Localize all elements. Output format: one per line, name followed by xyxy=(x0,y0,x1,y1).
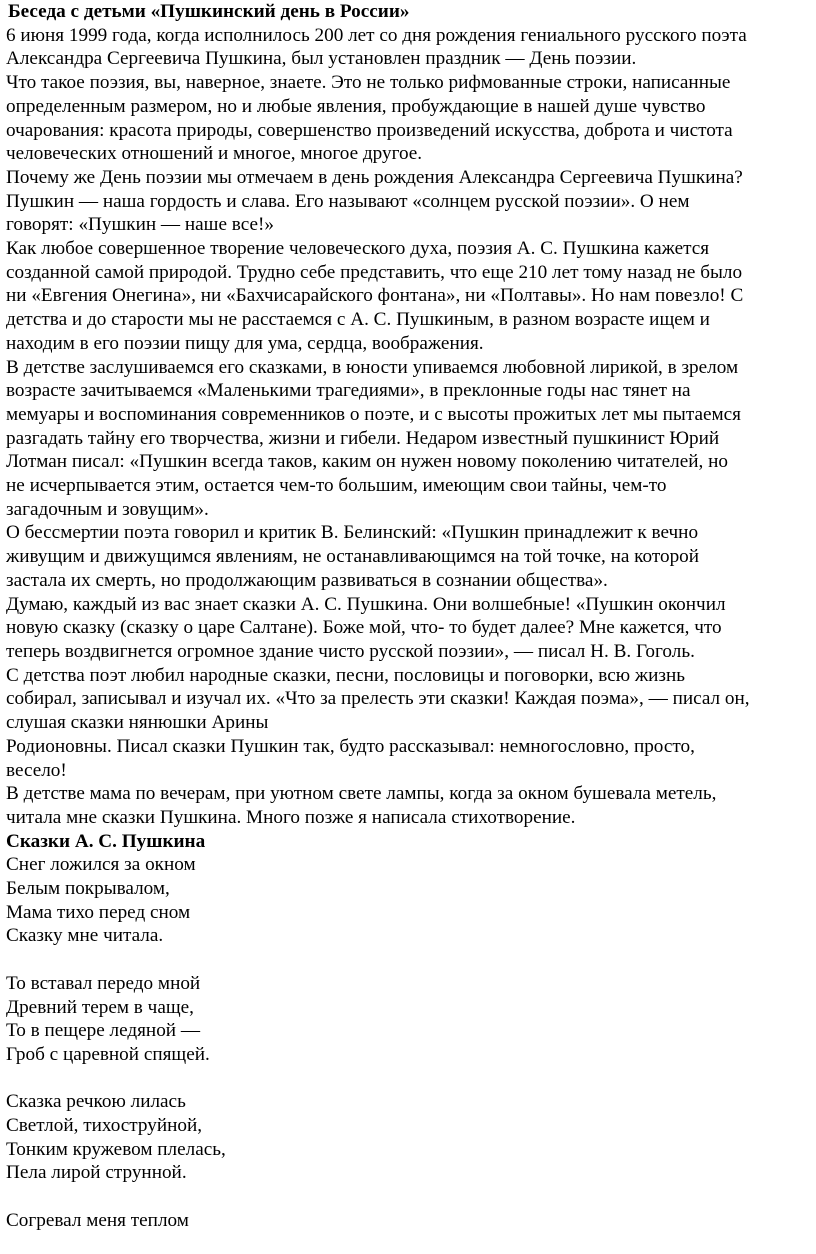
paragraph-gogol: Думаю, каждый из вас знает сказки А. С. Пушкина. Они волшебные! «Пушкин окончил новую сказку (сказку о царе Салтане). Боже мой, что- то будет далее? Мне кажется, что теперь воздвигнется огромное здание чисто русской поэзии», — писал Н. В. Гоголь. xyxy=(6,593,726,662)
poem-stanza-4: Согревал меня теплом xyxy=(6,1209,189,1231)
paragraph-folk-tales: С детства поэт любил народные сказки, песни, пословицы и поговорки, всю жизнь собирал, записывал и изучал их. «Что за прелесть эти сказки! Каждая поэма», — писал он, слушая сказки нянюшки Арины Родионовны. Писал сказки Пушкин так, будто рассказывал: немногословно, просто, весело! xyxy=(6,664,750,781)
poem-stanza-3: Сказка речкою лилась Светлой, тихоструйной, Тонким кружевом плелась, Пела лирой струнной. xyxy=(6,1091,226,1184)
paragraph-why-pushkin: Почему же День поэзии мы отмечаем в день рождения Александра Сергеевича Пушкина? Пушкин — наша гордость и слава. Его называют «солнцем русской поэзии». О нем говорят: «Пушкин — наше все!» xyxy=(6,166,743,236)
stanza-spacer xyxy=(6,1067,816,1091)
paragraph-what-is-poetry: Что такое поэзия, вы, наверное, знаете. Это не только рифмованные строки, написанные определенным размером, но и любые явления, пробуждающие в нашей душе чувство очарования: красота природы, совершенство произведений искусства, доброта и чистота человеческих отношений и многое, многое другое. xyxy=(6,72,733,165)
stanza-spacer xyxy=(6,1185,816,1209)
stanza-spacer xyxy=(6,948,816,972)
document-title: Беседа с детьми «Пушкинский день в России» xyxy=(8,1,410,22)
paragraph-mother: В детстве мама по вечерам, при уютном свете лампы, когда за окном бушевала метель, читала мне сказки Пушкина. Много позже я написала стихотворение. xyxy=(6,783,717,828)
paragraph-intro: 6 июня 1999 года, когда исполнилось 200 лет со дня рождения гениального русского поэта Александра Сергеевича Пушкина, был установлен праздник — День поэзии. xyxy=(6,24,747,70)
paragraph-childhood: В детстве заслушиваемся его сказками, в юности упиваемся любовной лирикой, в зрелом возрасте зачитываемся «Маленькими трагедиями», в преклонные годы нас тянет на мемуары и воспоминания современников о поэте, и с высоты прожитых лет мы пытаемся разгадать тайну его творчества, жизни и гибели. Недаром известный пушкинист Юрий Лотман писал: «Пушкин всегда таков, каким он нужен новому поколению читателей, но не исчерпывается этим, остается чем-то большим, имеющим свои тайны, чем-то загадочным и зовущим». xyxy=(6,356,741,520)
poem-stanza-2: То вставал передо мной Древний терем в чаще, То в пещере ледяной — Гроб с царевной спящей. xyxy=(6,972,210,1065)
poem-stanza-1: Снег ложился за окном Белым покрывалом, Мама тихо перед сном Сказку мне читала. xyxy=(6,854,196,947)
poem-title: Сказки А. С. Пушкина xyxy=(6,830,206,852)
paragraph-belinsky: О бессмертии поэта говорил и критик В. Белинский: «Пушкин принадлежит к вечно живущим и движущимся явлениям, не останавливающимся на той точке, на которой застала их смерть, но продолжающим развиваться в сознании общества». xyxy=(6,522,700,591)
paragraph-creation: Как любое совершенное творение человеческого духа, поэзия А. С. Пушкина кажется созданной самой природой. Трудно себе представить, что еще 210 лет тому назад не было ни «Евгения Онегина», ни «Бахчисарайского фонтана», ни «Полтавы». Но нам повезло! С детства и до старости мы не расстаемся с А. С. Пушкиным, в разном возрасте ищем и находим в его поэзии пищу для ума, сердца, воображения. xyxy=(6,238,744,354)
